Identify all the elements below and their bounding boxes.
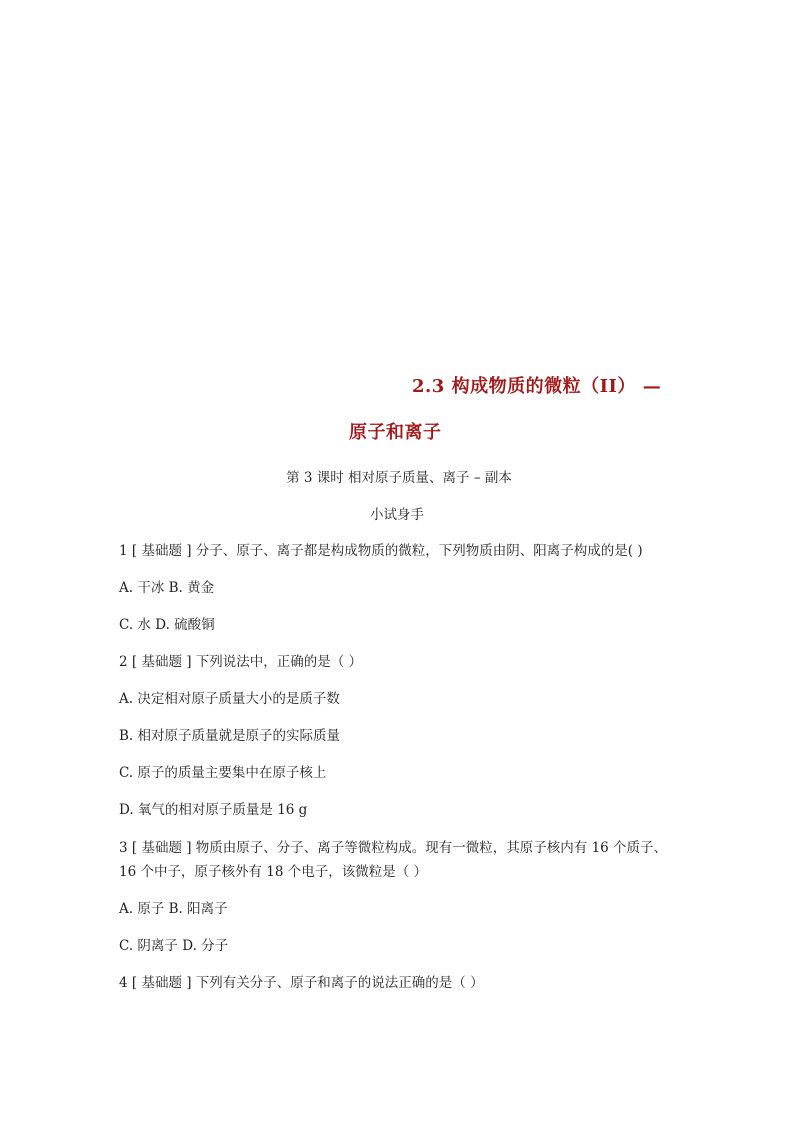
question-3-option-cd: C. 阴离子 D. 分子 bbox=[119, 938, 229, 954]
lesson-subtitle: 第 3 课时 相对原子质量、离子 – 副本 bbox=[286, 470, 512, 486]
question-2-option-b: B. 相对原子质量就是原子的实际质量 bbox=[119, 728, 341, 744]
question-2-stem: 2 [ 基础题 ] 下列说法中，正确的是（ ） bbox=[119, 654, 363, 670]
question-2-option-c: C. 原子的质量主要集中在原子核上 bbox=[119, 765, 327, 781]
page-title: 2.3 构成物质的微粒（II） — bbox=[412, 376, 662, 397]
question-3-stem-line1: 3 [ 基础题 ] 物质由原子、分子、离子等微粒构成。现有一微粒，其原子核内有 16 个质子、 bbox=[119, 840, 668, 856]
question-2-option-a: A. 决定相对原子质量大小的是质子数 bbox=[119, 691, 340, 707]
section-heading: 小试身手 bbox=[370, 507, 424, 523]
question-3-stem-line2: 16 个中子，原子核外有 18 个电子，该微粒是（ ） bbox=[119, 864, 428, 880]
page-title-continued: 原子和离子 bbox=[349, 422, 442, 443]
question-1-stem: 1 [ 基础题 ] 分子、原子、离子都是构成物质的微粒，下列物质由阴、阳离子构成的是( ) bbox=[119, 543, 643, 559]
question-4-stem: 4 [ 基础题 ] 下列有关分子、原子和离子的说法正确的是（ ） bbox=[119, 975, 484, 991]
question-1-option-cd: C. 水 D. 硫酸铜 bbox=[119, 617, 215, 633]
question-2-option-d: D. 氧气的相对原子质量是 16 g bbox=[119, 802, 308, 818]
question-1-option-ab: A. 干冰 B. 黄金 bbox=[119, 580, 215, 596]
question-3-option-ab: A. 原子 B. 阳离子 bbox=[119, 901, 228, 917]
